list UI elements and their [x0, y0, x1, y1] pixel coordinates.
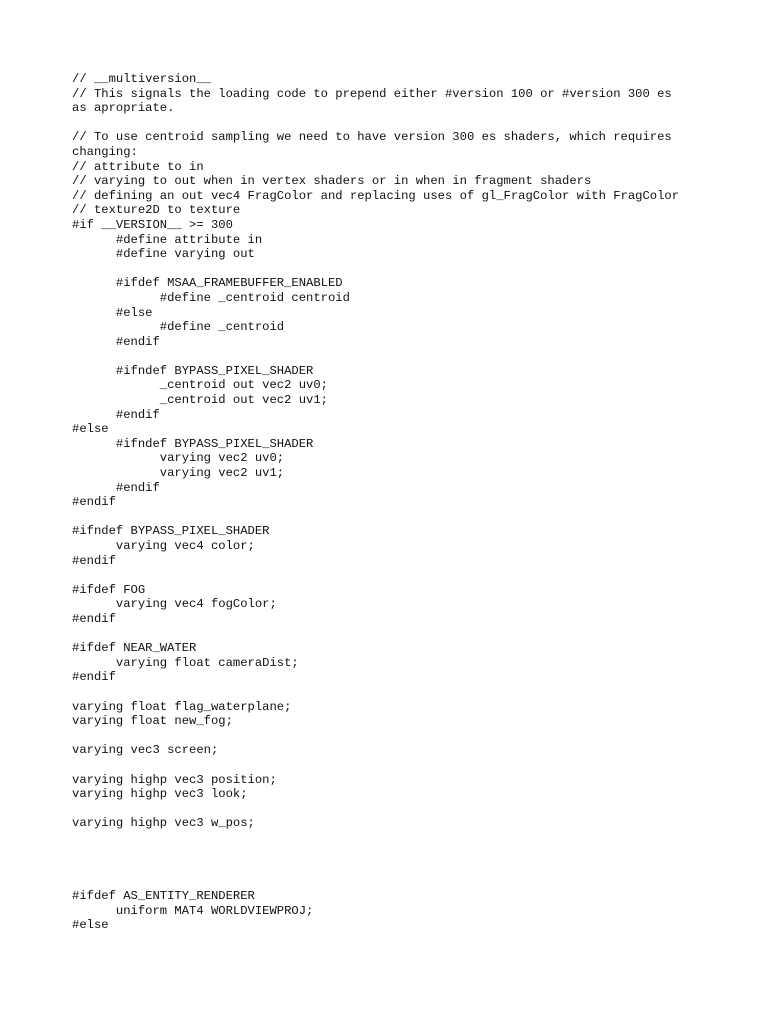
code-line: varying vec4 color; — [72, 539, 255, 553]
code-line: varying highp vec3 w_pos; — [72, 816, 255, 831]
code-line: varying float cameraDist; — [72, 655, 299, 670]
code-line — [72, 510, 712, 525]
document-page — [72, 72, 712, 933]
code-line: // __multiversion__ — [72, 72, 211, 86]
code-line — [72, 831, 712, 846]
code-line: #ifdef NEAR_WATER — [72, 641, 197, 656]
code-line: #else — [72, 305, 153, 320]
code-line: #else — [72, 918, 109, 933]
code-line — [72, 802, 712, 817]
code-line: #ifndef BYPASS_PIXEL_SHADER — [72, 436, 314, 451]
code-line: varying vec2 uv0; — [72, 451, 285, 466]
code-line: #else — [72, 422, 109, 437]
code-line: #ifndef BYPASS_PIXEL_SHADER — [72, 524, 270, 539]
code-line: varying vec4 fogColor; — [72, 597, 277, 612]
code-line: #define varying out — [72, 247, 255, 262]
code-line: #define attribute in — [72, 232, 263, 247]
code-line: changing: — [72, 144, 138, 159]
code-line: as apropriate. — [72, 101, 175, 116]
code-line: #if __VERSION__ >= 300 — [72, 217, 233, 232]
code-line: // texture2D to texture — [72, 203, 241, 218]
code-line: #endif — [72, 553, 116, 568]
code-line: #endif — [72, 611, 116, 626]
code-line: varying vec2 uv1; — [72, 466, 285, 481]
code-line: varying float new_fog; — [72, 714, 233, 729]
code-line — [72, 349, 712, 364]
code-line — [72, 875, 712, 890]
code-line: // To use centroid sampling we need to have version 300 es shaders, which requires — [72, 130, 672, 145]
code-line: _centroid out vec2 uv0; — [72, 378, 328, 393]
code-line: varying vec3 screen; — [72, 743, 219, 758]
code-line — [72, 685, 712, 700]
code-line: // defining an out vec4 FragColor and replacing uses of gl_FragColor with FragColor — [72, 188, 680, 203]
code-line — [72, 845, 712, 860]
code-line: #define _centroid — [72, 320, 285, 335]
code-line: // varying to out when in vertex shaders or in when in fragment shaders — [72, 174, 592, 189]
code-line: #endif — [72, 495, 116, 510]
code-line: #endif — [72, 480, 160, 495]
code-line: _centroid out vec2 uv1; — [72, 393, 328, 408]
code-line: varying highp vec3 look; — [72, 787, 248, 802]
code-line: #endif — [72, 334, 160, 349]
code-line: #endif — [72, 670, 116, 685]
code-line: #ifndef BYPASS_PIXEL_SHADER — [72, 363, 314, 378]
code-line: #endif — [72, 407, 160, 422]
code-line: #ifdef FOG — [72, 582, 146, 597]
code-line: // This signals the loading code to prepend either #version 100 or #version 300 es — [72, 86, 672, 101]
code-line: varying highp vec3 position; — [72, 772, 277, 787]
code-line: // attribute to in — [72, 159, 204, 174]
code-line: varying float flag_waterplane; — [72, 699, 292, 714]
code-line — [72, 116, 712, 131]
code-line — [72, 860, 712, 875]
code-line: #ifdef MSAA_FRAMEBUFFER_ENABLED — [72, 276, 343, 291]
code-line — [72, 262, 712, 277]
code-line — [72, 758, 712, 773]
code-line — [72, 627, 712, 642]
code-line — [72, 568, 712, 583]
code-line: #define _centroid centroid — [72, 290, 350, 305]
code-line: uniform MAT4 WORLDVIEWPROJ; — [72, 903, 314, 918]
code-line: #ifdef AS_ENTITY_RENDERER — [72, 889, 255, 904]
code-line — [72, 729, 712, 744]
